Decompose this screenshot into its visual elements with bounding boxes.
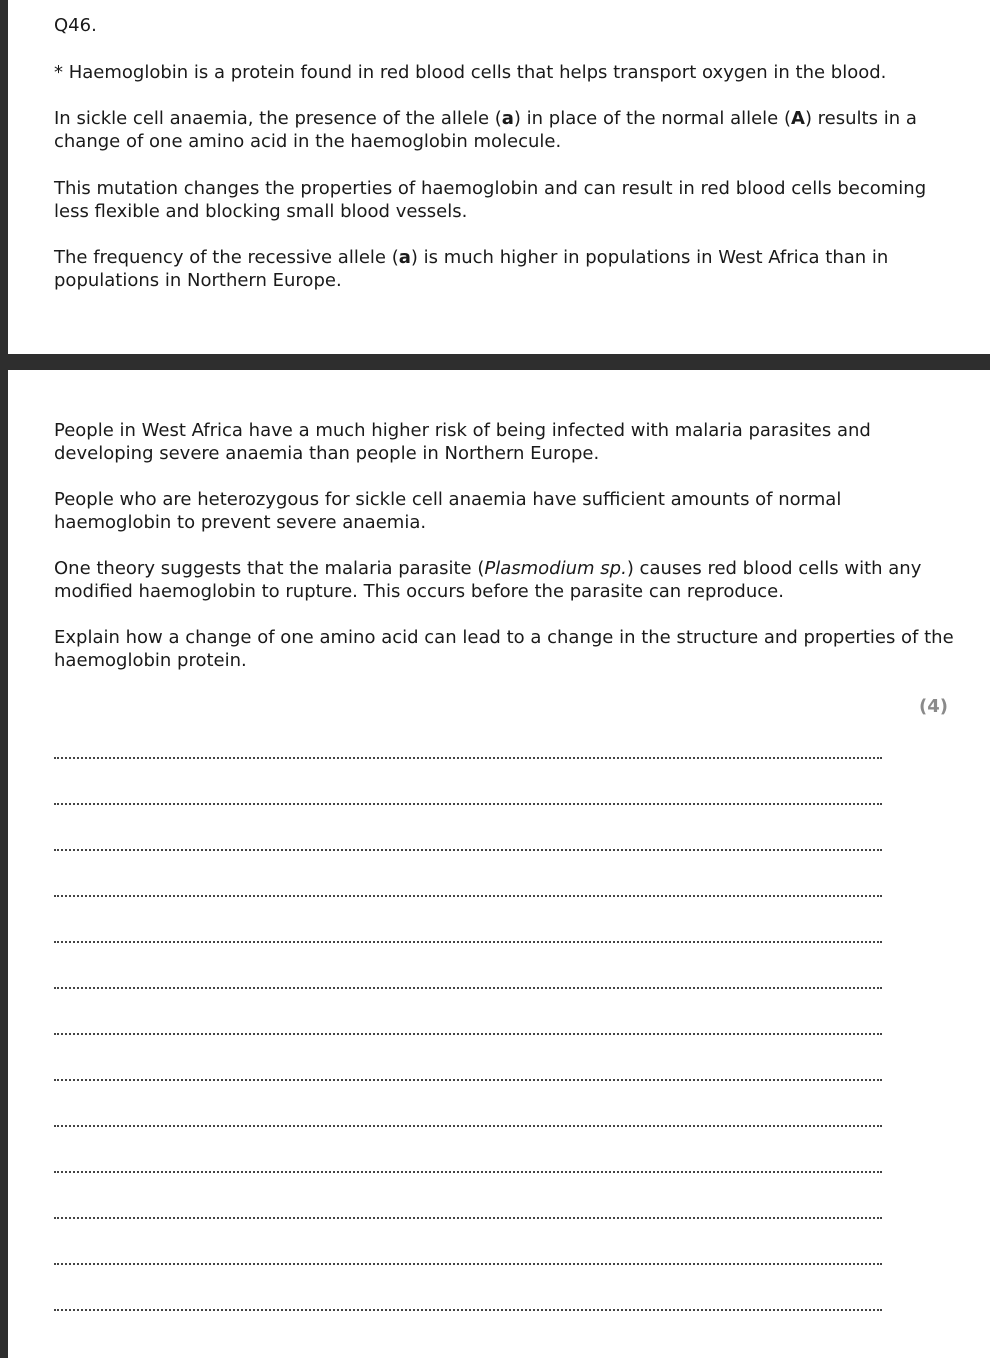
intro-paragraph-3: This mutation changes the properties of haemoglobin and can result in red blood cells becoming less flexible and blocking small blood vessels. [54,178,927,222]
answer-line[interactable] [54,895,882,897]
allele-recessive: a [501,108,514,129]
question-number: Q46. [54,15,97,36]
answer-line[interactable] [54,1309,882,1311]
intro-paragraph-4: The frequency of the recessive allele (a) is much higher in populations in West Africa than in populations in Northern Europe. [54,247,889,291]
answer-line[interactable] [54,1125,882,1127]
intro-paragraph-1: * Haemoglobin is a protein found in red blood cells that helps transport oxygen in the blood. [54,62,887,83]
page-top-section [8,0,990,354]
answer-line[interactable] [54,803,882,805]
answer-line[interactable] [54,987,882,989]
answer-line[interactable] [54,757,882,759]
intro-paragraph-2: In sickle cell anaemia, the presence of the allele (a) in place of the normal allele (A) results in a change of one amino acid in the haemoglobin molecule. [54,108,917,152]
page-bottom-section [8,370,990,1358]
answer-line[interactable] [54,1263,882,1265]
answer-line[interactable] [54,1079,882,1081]
answer-line[interactable] [54,1217,882,1219]
allele-dominant: A [791,108,805,129]
question-prompt: Explain how a change of one amino acid can lead to a change in the structure and properties of the haemoglobin protein. [54,627,954,671]
context-paragraph-1: People in West Africa have a much higher risk of being infected with malaria parasites and developing severe anaemia than people in Northern Europe. [54,420,871,464]
marks-indicator: (4) [919,696,948,717]
context-paragraph-3: One theory suggests that the malaria parasite (Plasmodium sp.) causes red blood cells with any modified haemoglobin to rupture. This occurs before the parasite can reproduce. [54,558,922,602]
allele-recessive: a [398,247,411,268]
answer-line[interactable] [54,849,882,851]
context-paragraph-2: People who are heterozygous for sickle cell anaemia have sufficient amounts of normal haemoglobin to prevent severe anaemia. [54,489,842,533]
answer-line[interactable] [54,941,882,943]
species-name: Plasmodium sp. [484,558,627,579]
answer-line[interactable] [54,1033,882,1035]
answer-line[interactable] [54,1171,882,1173]
